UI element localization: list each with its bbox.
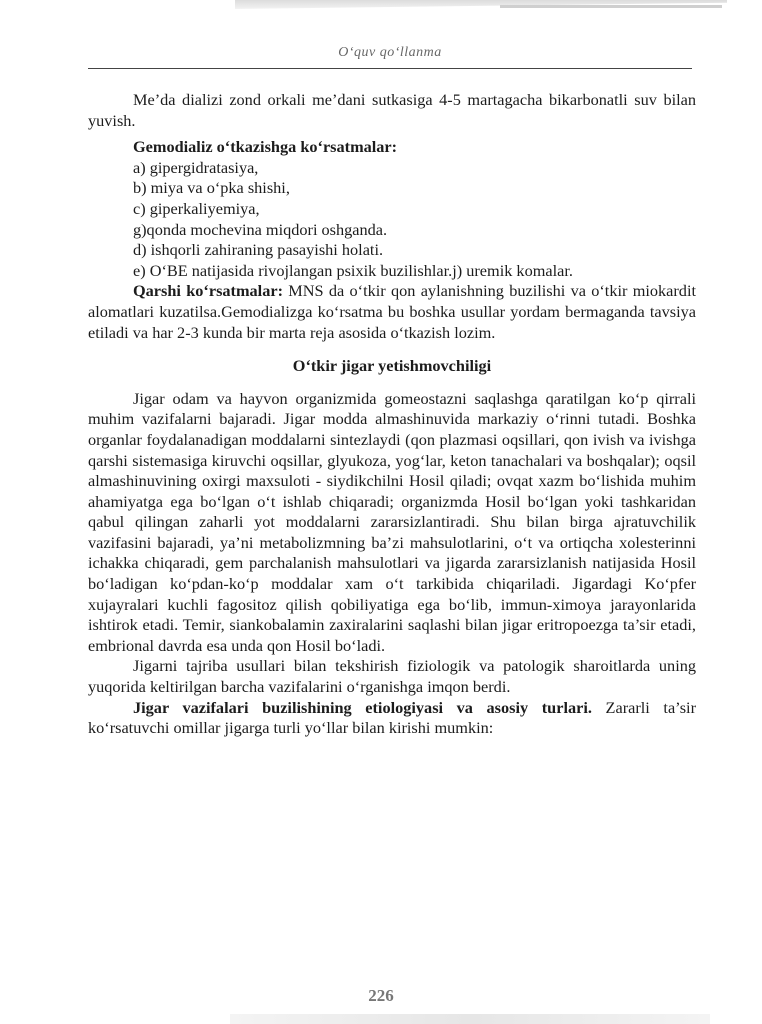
- indication-item-g: g)qonda mochevina miqdori oshganda.: [133, 219, 388, 239]
- liver-functions-paragraph: Jigar odam va hayvon organizmida gomeostazni saqlashga qaratilgan ko‘p qirrali muhim vazifalarni bajaradi. Jigar modda almashinuvida markaziy o‘rinni tutadi. Boshka organlar foydalanadigan moddalarni sintezlaydi (qon plazmasi oqsillari, qon ivish va ivishga qarshi sistemasiga kiruvchi oqsillar, glyukoza, yog‘lar, keton tanachalari va boshqalar); oqsil almashinuvining oxirgi maxsuloti - siydikchilni Hosil qiladi; ovqat xazm bo‘lishida muhim ahamiyatga ega bo‘lgan o‘t ishlab chiqaradi; organizmda Hosil bo‘lgan yoki tashkaridan qabul qilingan zaharli yot moddalarni zararsizlantiradi. Shu bilan birga ajratuvchilik vazifasini bajaradi, ya’ni metabolizmning ba’zi mahsulotlarini, o‘t va ortiqcha xolesterinni ichakka chiqaradi, gem parchalanish mahsulotlari va jigarda zararsizlanish natijasida Hosil bo‘ladigan ko‘pdan-ko‘p moddalar xam o‘t tarkibida chiqariladi. Jigardagi Ko‘pfer xujayralari kuchli fagositoz qilish qobiliyatiga ega bo‘lib, immun-ximoya jarayonlarida ishtirok etadi. Temir, siankobalamin zaxiralarini saqlashi bilan jigar eritropoezga ta’sir etadi, embrional davrda esa unda qon Hosil bo‘ladi.: [88, 388, 696, 655]
- running-header: O‘quv qo‘llanma: [338, 45, 442, 60]
- indication-item-e: e) O‘BE natijasida rivojlangan psixik buzilishlar.j) uremik komalar.: [133, 260, 573, 280]
- indication-item-d: d) ishqorli zahiraning pasayishi holati.: [133, 240, 384, 260]
- indication-item-c: c) giperkaliyemiya,: [133, 198, 260, 218]
- etiology-title: Jigar vazifalari buzilishining etiologiyasi va asosiy turlari.: [133, 697, 592, 717]
- contraindications-text: MNS da o‘tkir qon aylanishning buzilishi va o‘tkir miokardit alomatlari kuzatilsa.Gemodializga ko‘rsatma bu boshka usullar yordam bermaganda tavsiya etiladi va har 2-3 kunda bir marta reja asosida o‘tkazish lozim.: [88, 281, 696, 342]
- contraindications-label: Qarshi ko‘rsatmalar:: [133, 281, 283, 301]
- scan-shadow-bottom: [230, 1014, 710, 1024]
- indication-item-b: b) miya va o‘pka shishi,: [133, 178, 290, 198]
- research-paragraph: Jigarni tajriba usullari bilan tekshirish fiziologik va patologik sharoitlarda uning yuqorida keltirilgan barcha vazifalarini o‘rganishga imqon berdi.: [88, 656, 696, 697]
- indication-item-a: a) gipergidratasiya,: [133, 157, 259, 177]
- etiology-paragraph: [88, 698, 696, 739]
- scan-shadow-top-line: [500, 5, 722, 8]
- contraindications-paragraph: [88, 281, 696, 343]
- section-title: O‘tkir jigar yetishmovchiligi: [292, 356, 492, 376]
- page-body: [88, 90, 696, 739]
- intro-paragraph: Me’da dializi zond orkali me’dani sutkasiga 4-5 martagacha bikarbonatli suv bilan yuvish.: [88, 90, 696, 130]
- indications-title: Gemodializ o‘tkazishga ko‘rsatmalar:: [133, 137, 398, 157]
- etiology-text: Zararli ta’sir ko‘rsatuvchi omillar jigarga turli yo‘llar bilan kirishi mumkin:: [88, 697, 696, 738]
- header-rule: [88, 68, 692, 69]
- page-number: 226: [368, 986, 394, 1005]
